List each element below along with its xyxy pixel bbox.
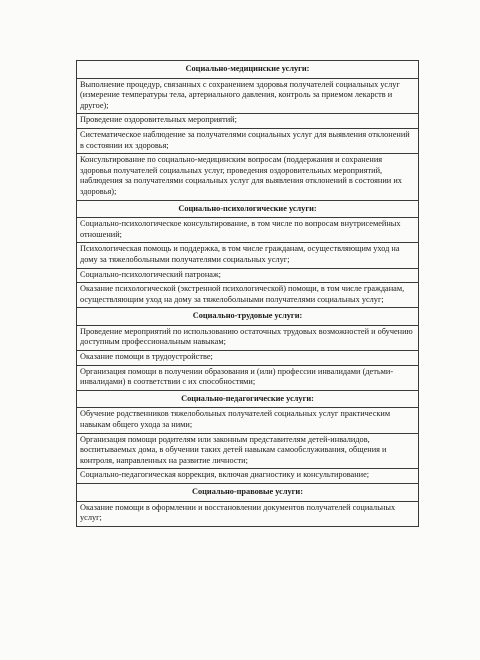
service-item: Выполнение процедур, связанных с сохранением здоровья получателей социальных услуг (измерение температуры тела, артериального давления, контроль за приемом лекарств и другое); xyxy=(77,78,419,114)
services-table xyxy=(76,60,419,527)
service-row xyxy=(77,365,419,390)
service-item: Социально-педагогическая коррекция, включая диагностику и консультирование; xyxy=(77,469,419,484)
service-row xyxy=(77,268,419,283)
service-row xyxy=(77,243,419,268)
service-row xyxy=(77,469,419,484)
section-header-row xyxy=(77,390,419,408)
service-item: Проведение мероприятий по использованию остаточных трудовых возможностей и обучению доступным профессиональным навыкам; xyxy=(77,325,419,350)
service-item: Оказание помощи в оформлении и восстановлении документов получателей социальных услуг; xyxy=(77,501,419,526)
section-header-row xyxy=(77,61,419,79)
service-item: Оказание психологической (экстренной психологической) помощи, в том числе гражданам, осуществляющим уход на дому за тяжелобольными получателями социальных услуг; xyxy=(77,283,419,308)
section-header-row xyxy=(77,484,419,502)
service-item: Проведение оздоровительных мероприятий; xyxy=(77,114,419,129)
section-title: Социально-медицинские услуги: xyxy=(77,61,419,79)
service-row xyxy=(77,128,419,153)
service-item: Социально-психологический патронаж; xyxy=(77,268,419,283)
service-row xyxy=(77,218,419,243)
service-row xyxy=(77,433,419,469)
service-row xyxy=(77,114,419,129)
service-item: Организация помощи в получении образования и (или) профессии инвалидами (детьми-инвалидами) в соответствии с их способностями; xyxy=(77,365,419,390)
section-header-row xyxy=(77,200,419,218)
service-item: Психологическая помощь и поддержка, в том числе гражданам, осуществляющим уход на дому за тяжелобольными получателями социальных услуг; xyxy=(77,243,419,268)
service-item: Обучение родственников тяжелобольных получателей социальных услуг практическим навыкам общего ухода за ними; xyxy=(77,408,419,433)
section-title: Социально-правовые услуги: xyxy=(77,484,419,502)
service-row xyxy=(77,501,419,526)
service-row xyxy=(77,408,419,433)
service-item: Организация помощи родителям или законным представителям детей-инвалидов, воспитываемых дома, в обучении таких детей навыкам самообслуживания, общения и контроля, направленных на развитие личности; xyxy=(77,433,419,469)
section-header-row xyxy=(77,308,419,326)
service-item: Социально-психологическое консультирование, в том числе по вопросам внутрисемейных отношений; xyxy=(77,218,419,243)
service-item: Оказание помощи в трудоустройстве; xyxy=(77,351,419,366)
section-title: Социально-педагогические услуги: xyxy=(77,390,419,408)
service-row xyxy=(77,154,419,200)
section-title: Социально-трудовые услуги: xyxy=(77,308,419,326)
service-row xyxy=(77,325,419,350)
section-title: Социально-психологические услуги: xyxy=(77,200,419,218)
service-row xyxy=(77,283,419,308)
service-item: Консультирование по социально-медицинским вопросам (поддержания и сохранения здоровья получателей социальных услуг, проведения оздоровительных мероприятий, наблюдения за получателями социальных услуг для выявления отклонений в состоянии их здоровья); xyxy=(77,154,419,200)
service-row xyxy=(77,78,419,114)
service-row xyxy=(77,351,419,366)
service-item: Систематическое наблюдение за получателями социальных услуг для выявления отклонений в состоянии их здоровья; xyxy=(77,128,419,153)
